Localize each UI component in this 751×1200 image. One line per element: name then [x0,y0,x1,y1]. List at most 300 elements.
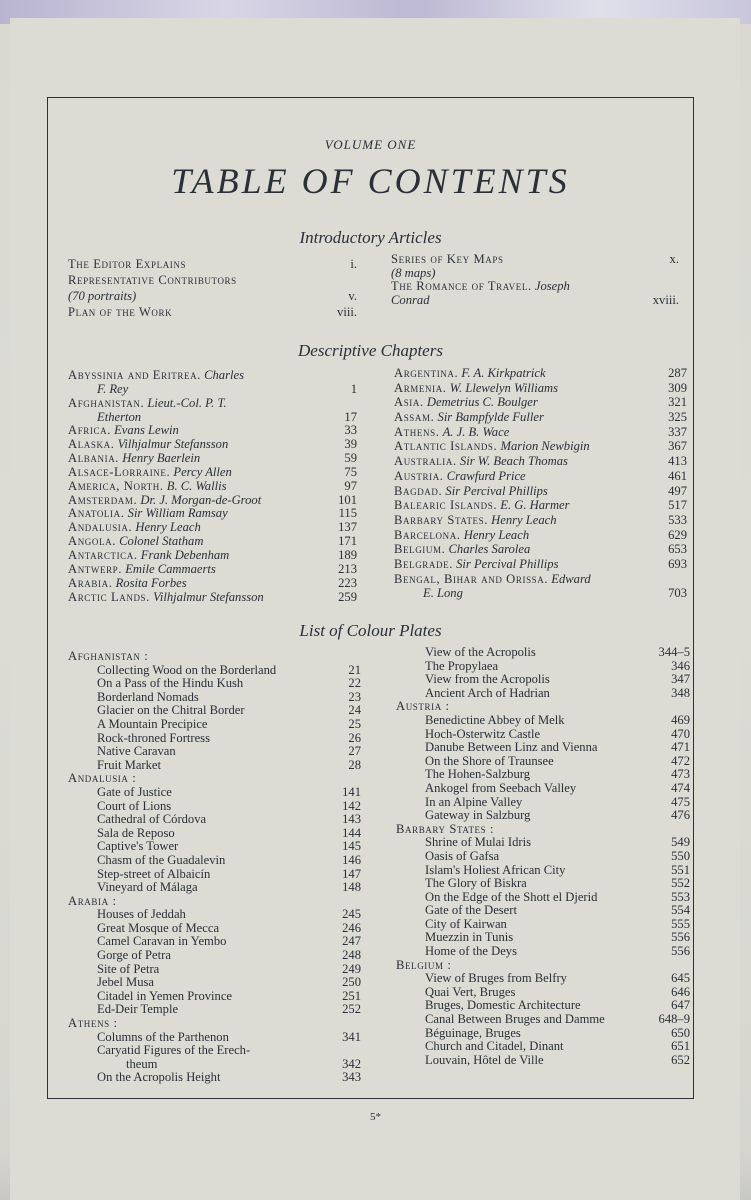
plate-title: The Hohen-Salzburg [425,767,531,782]
entry-place: Austria. [394,468,444,483]
entry-title [394,395,538,410]
entry-place: Representative Contributors [68,273,237,287]
entry-title [394,454,568,469]
entry-title [394,498,570,513]
plate-page: 248 [342,948,361,963]
plate-entry [396,714,690,728]
plate-title: Muezzin in Tunis [425,930,514,945]
plate-title: The Glory of Biskra [425,876,527,891]
plate-title: On the Acropolis Height [97,1070,221,1085]
entry-title [394,366,546,381]
entry-author: Sir W. Beach Thomas [459,454,568,469]
plate-title: Canal Between Bruges and Damme [425,1012,605,1027]
plate-entry [396,864,690,878]
entry-place: America, North. [68,478,164,493]
entry-page: 59 [344,451,357,466]
plate-title: On the Shore of Traunsee [425,753,554,768]
plate-title: On the Edge of the Shott el Djerid [425,889,598,904]
entry-title [394,542,530,557]
plate-section-label: Belgium : [396,957,452,972]
entry-page: 213 [338,561,357,576]
plate-title: View of Bruges from Belfry [425,971,567,986]
plate-page: 343 [342,1070,361,1085]
plate-title: Collecting Wood on the Borderland [97,662,277,677]
plate-page: 469 [671,712,690,727]
contents-entry [68,304,357,320]
plate-page: 144 [342,825,361,840]
contents-entry [394,572,687,587]
plate-page: 252 [342,1002,361,1017]
plate-section-head [396,700,690,714]
entry-author: Etherton [97,409,142,424]
page-title: TABLE OF CONTENTS [171,161,570,201]
plate-entry [396,877,690,891]
entry-place: Belgrade. [394,556,453,571]
descriptive-heading: Descriptive Chapters [298,341,443,360]
plate-page: 556 [671,944,690,959]
plate-entry [68,704,361,718]
entry-page: 33 [344,423,357,438]
page-number: 5* [370,1111,381,1123]
contents-entry [68,438,357,452]
plate-entry [68,854,361,868]
entry-author: Colonel Statham [119,534,204,549]
contents-entry [394,513,687,528]
entry-place: Armenia. [394,380,447,395]
contents-entry [68,591,357,605]
contents-entry [394,454,687,469]
contents-entry [68,577,357,591]
entry-place: Argentina. [394,366,459,380]
entry-title [68,272,237,288]
plate-section-head [396,959,690,973]
plate-page: 475 [671,794,690,809]
entry-place: Andalusia. [68,520,133,535]
contents-entry [394,586,687,601]
plate-page: 555 [671,916,690,931]
plate-entry [396,904,690,918]
entry-title [68,369,244,383]
plate-page: 556 [671,930,690,945]
plate-title: On a Pass of the Hindu Kush [97,676,244,691]
entry-place: Antwerp. [68,561,123,576]
contents-entry [68,563,357,577]
entry-place: Plan of the Work [68,305,173,319]
entry-author: Demetrius C. Boulger [426,395,538,410]
plate-page: 143 [342,812,361,827]
entry-page: 39 [344,437,357,452]
plate-title: Columns of the Parthenon [97,1029,229,1044]
contents-entry [391,265,679,279]
plate-title: Benedictine Abbey of Melk [425,712,565,727]
entry-place: Antarctica. [68,547,138,562]
plate-entry [396,660,690,674]
entry-page: i. [350,257,357,271]
plate-entry [396,931,690,945]
plate-page: 473 [671,767,690,782]
entry-place: Athens. [394,424,440,439]
plate-title: Citadel in Yemen Province [97,988,233,1003]
plate-page: 476 [671,808,690,823]
contents-entry [68,494,357,508]
plate-title: City of Kairwan [425,916,507,931]
entry-author: B. C. Wallis [166,478,227,493]
plate-page: 346 [671,658,690,673]
plate-page: 249 [342,961,361,976]
plates-left-column [68,650,361,1085]
contents-entry [394,395,687,410]
entry-author: W. Llewelyn Williams [449,380,559,395]
contents-entry [394,425,687,440]
entry-page: v. [348,289,357,303]
entry-title [394,425,509,440]
entry-page: 309 [668,380,687,395]
plate-title: Court of Lions [97,798,172,813]
entry-place: Africa. [68,423,111,438]
entry-title [68,466,232,480]
entry-page: 287 [668,366,687,380]
plate-entry [68,677,361,691]
plate-title: Site of Petra [97,961,160,976]
plate-title: Church and Citadel, Dinant [425,1039,564,1054]
plate-page: 26 [348,730,361,745]
plates-heading: List of Colour Plates [299,621,442,640]
plate-title: Glacier on the Chitral Border [97,703,245,718]
entry-page: 497 [668,483,687,498]
entry-author: Vilhjalmur Stefansson [117,437,229,452]
contents-entry [394,439,687,454]
plate-page: 552 [671,876,690,891]
plate-title: Hoch-Osterwitz Castle [425,726,541,741]
entry-place: Barcelona. [394,527,461,542]
plate-entry [68,786,361,800]
plate-entry [396,836,690,850]
plate-title: Islam's Holiest African City [425,862,566,877]
plate-title: A Mountain Precipice [97,716,208,731]
entry-title [68,549,229,563]
plate-page: 474 [671,780,690,795]
plate-title: Gate of the Desert [425,903,517,918]
plate-title: The Propylaea [425,658,499,673]
entry-author: Vilhjalmur Stefansson [153,589,264,604]
plate-page: 28 [348,757,361,772]
plate-entry [68,840,361,854]
contents-entry [394,410,687,425]
entry-title [68,591,264,605]
plate-entry [68,1058,361,1072]
entry-title [68,563,216,577]
plate-title: Borderland Nomads [97,689,199,704]
plate-title: Cathedral of Córdova [97,812,207,827]
plate-entry [68,718,361,732]
entry-title [394,381,558,396]
plate-entry [396,809,690,823]
entry-page: 413 [668,454,687,469]
entry-title [68,577,187,591]
entry-place: Angola. [68,534,116,549]
entry-page: 325 [668,410,687,425]
contents-entry [68,411,357,425]
plate-entry [68,800,361,814]
contents-entry [391,278,679,292]
plate-entry [68,1044,361,1058]
entry-author: Sir Percival Phillips [456,556,559,571]
entry-page: 75 [344,464,357,479]
contents-entry [68,549,357,563]
plate-section-head [68,895,361,909]
entry-place: Bagdad. [394,483,443,498]
entry-author: Charles [204,368,244,382]
entry-place: Arctic Lands. [68,589,150,604]
entry-title [394,484,548,499]
entry-page: 101 [338,492,357,507]
entry-title [394,513,557,528]
plate-title: Captive's Tower [97,839,179,854]
entry-author: F. A. Kirkpatrick [461,366,546,380]
entry-page: 189 [338,547,357,562]
entry-author: Henry Baerlein [122,451,201,466]
entry-author: A. J. B. Wace [442,424,510,439]
plate-title: Sala de Reposo [97,825,175,840]
plate-page: 247 [342,934,361,949]
entry-page: 115 [338,506,357,521]
plate-entry [396,972,690,986]
introductory-right-column [391,251,679,305]
contents-entry [394,542,687,557]
contents-entry [68,507,357,521]
entry-author: Crawfurd Price [446,468,526,483]
plate-section-head [68,1017,361,1031]
entry-page: x. [669,252,679,266]
plate-page: 23 [348,689,361,704]
plate-page: 24 [348,703,361,718]
plate-entry [396,755,690,769]
plate-page: 27 [348,744,361,759]
volume-label: VOLUME ONE [324,137,417,152]
plate-page: 650 [671,1025,690,1040]
plate-title: Vineyard of Málaga [97,880,198,895]
entry-place: Atlantic Islands. [394,439,498,454]
plate-page: 550 [671,848,690,863]
entry-page: 703 [668,586,687,601]
entry-place: The Editor Explains [68,257,187,271]
entry-author: E. Long [423,586,463,601]
plate-entry [68,664,361,678]
entry-author: F. Rey [97,381,129,396]
plate-page: 148 [342,880,361,895]
contents-entry [68,383,357,397]
introductory-heading: Introductory Articles [299,228,442,247]
entry-title [68,521,201,535]
plate-entry [68,1071,361,1085]
descriptive-left-column [68,369,357,604]
plate-entry [396,796,690,810]
entry-title [68,397,227,411]
entry-place: Assam. [394,410,435,425]
entry-page: 629 [668,527,687,542]
entry-place: The Romance of Travel. [391,279,532,294]
plate-title: theum [126,1056,158,1071]
plates-right-column [396,646,690,1067]
plate-entry [396,673,690,687]
entry-place: Anatolia. [68,506,125,521]
plate-title: Louvain, Hôtel de Ville [425,1052,544,1067]
plate-page: 344–5 [658,645,690,659]
plate-entry [68,827,361,841]
plate-page: 647 [671,998,690,1013]
entry-title [68,256,186,272]
entry-title [394,410,544,425]
contents-entry [68,466,357,480]
plate-entry [396,918,690,932]
plate-title: In an Alpine Valley [425,794,523,809]
plate-page: 554 [671,903,690,918]
plate-page: 472 [671,753,690,768]
plate-entry [68,745,361,759]
entry-author: Dr. J. Morgan-de-Groot [140,492,262,507]
plate-page: 342 [342,1056,361,1071]
plate-entry [396,891,690,905]
plate-title: Oasis of Gafsa [425,848,500,863]
plate-page: 245 [342,907,361,922]
contents-entry [394,557,687,572]
entry-page: 367 [668,439,687,454]
plate-section-head [68,772,361,786]
descriptive-right-column [394,366,687,601]
contents-entry [394,469,687,484]
plate-title: Jebel Musa [97,975,155,990]
entry-place: Belgium. [394,542,446,557]
entry-author: Sir William Ramsay [127,506,228,521]
plate-title: Gate of Justice [97,784,172,799]
plate-page: 21 [348,662,361,677]
plate-entry [68,949,361,963]
plate-entry [68,990,361,1004]
plate-page: 251 [342,988,361,1003]
contents-entry [68,424,357,438]
plate-title: Béguinage, Bruges [425,1025,521,1040]
introductory-left-column [68,256,357,320]
plate-title: Great Mosque of Mecca [97,920,220,935]
entry-place: Abyssinia and Eritrea. [68,368,201,382]
plate-title: Ankogel from Seebach Valley [425,780,577,795]
plate-title: Bruges, Domestic Architecture [425,998,581,1013]
plate-section-head [396,823,690,837]
plate-title: Ancient Arch of Hadrian [425,685,550,700]
entry-author: Henry Leach [491,512,557,527]
plate-page: 549 [671,835,690,850]
plate-title: Houses of Jeddah [97,907,186,922]
plate-page: 250 [342,975,361,990]
entry-page: 97 [344,478,357,493]
plate-entry [396,728,690,742]
plate-entry [68,1003,361,1017]
contents-entry [394,528,687,543]
entry-title [97,383,128,397]
entry-page: 171 [338,534,357,549]
entry-place: Bengal, Bihar and Orissa. [394,571,549,586]
entry-page: 137 [338,520,357,535]
plate-title: Ed-Deir Temple [97,1002,179,1017]
entry-author: Henry Leach [463,527,530,542]
plate-entry [396,768,690,782]
plate-page: 146 [342,852,361,867]
contents-entry [391,251,679,265]
contents-entry [68,272,357,288]
contents-entry [68,521,357,535]
entry-page: xviii. [652,292,679,307]
plate-section-label: Barbary States : [396,821,495,836]
plate-page: 142 [342,798,361,813]
entry-author: Emile Cammaerts [125,561,216,576]
entry-author: Sir Percival Phillips [445,483,548,498]
entry-author: (8 maps) [391,265,436,280]
plate-entry [396,741,690,755]
entry-title [68,494,261,508]
plate-entry [396,687,690,701]
plate-entry [68,691,361,705]
plate-title: Caryatid Figures of the Erech- [97,1043,251,1058]
plate-entry [396,986,690,1000]
plate-entry [68,922,361,936]
plate-title: Quai Vert, Bruges [425,984,516,999]
plate-page: 141 [342,784,361,799]
entry-author: Evans Lewin [114,423,179,438]
entry-author: Henry Leach [135,520,201,535]
plate-title: Native Caravan [97,744,176,759]
plate-entry [396,1054,690,1068]
entry-page: 653 [668,542,687,557]
contents-entry [68,397,357,411]
contents-entry [68,480,357,494]
entry-place: Barbary States. [394,512,488,527]
entry-page: viii. [337,305,357,319]
entry-place: Amsterdam. [68,492,138,507]
plate-entry [68,868,361,882]
entry-author: E. G. Harmer [500,498,570,513]
plate-title: Danube Between Linz and Vienna [425,740,598,755]
entry-page: 321 [668,395,687,410]
plate-title: View of the Acropolis [425,645,536,659]
plate-entry [396,1013,690,1027]
entry-title [394,469,526,484]
plate-page: 470 [671,726,690,741]
plate-page: 348 [671,685,690,700]
entry-author: Joseph [534,279,570,294]
plate-entry [68,881,361,895]
plate-title: Camel Caravan in Yembo [97,934,227,949]
entry-page: 517 [668,498,687,513]
plate-title: Home of the Deys [425,944,517,959]
plate-title: Chasm of the Guadalevin [97,852,226,867]
plate-page: 341 [342,1029,361,1044]
entry-title [68,535,203,549]
entry-author: Edward [551,571,591,586]
plate-entry [396,850,690,864]
entry-title [68,452,200,466]
entry-place: Alaska. [68,437,115,452]
plate-title: Gorge of Petra [97,948,171,963]
entry-page: 337 [668,424,687,439]
contents-entry [391,292,679,306]
plate-title: Shrine of Mulai Idris [425,835,531,850]
plate-entry [68,1031,361,1045]
entry-place: Arabia. [68,575,113,590]
plate-page: 648–9 [658,1012,690,1027]
contents-entry [394,498,687,513]
contents-entry [394,366,687,381]
entry-place: Australia. [394,454,457,469]
